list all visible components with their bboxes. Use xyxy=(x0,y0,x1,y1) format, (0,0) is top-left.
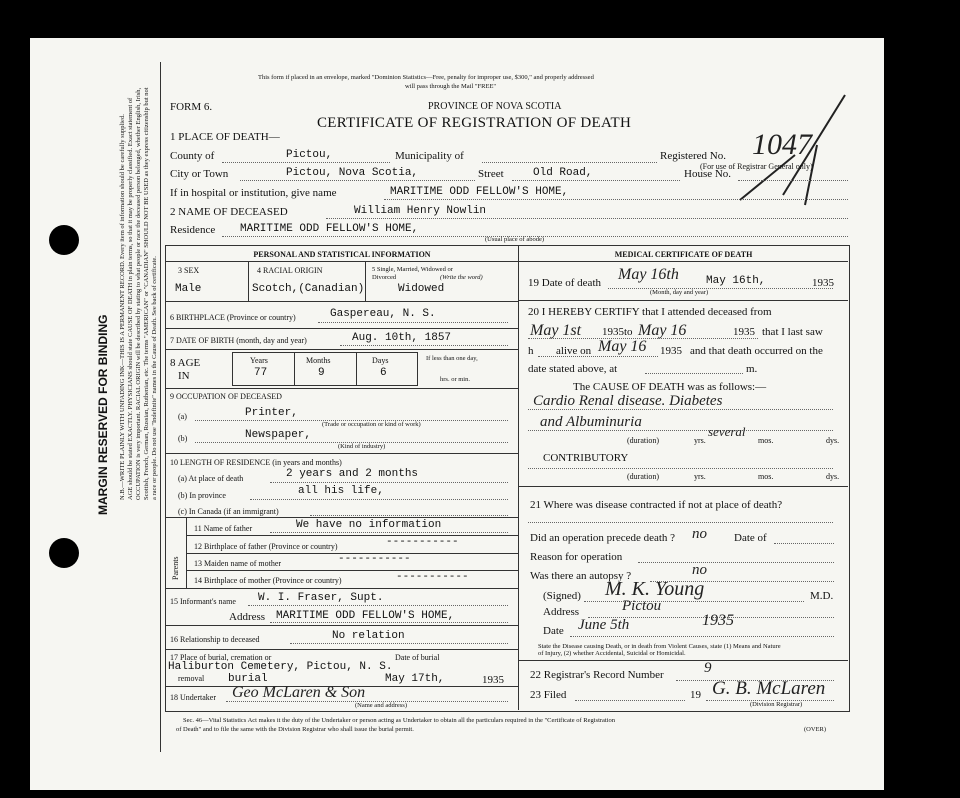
occ-a-prefix: (a) xyxy=(178,412,187,421)
industry-note: (Kind of industry) xyxy=(338,443,386,450)
at-place-value: 2 years and 2 months xyxy=(286,468,419,480)
yrs-label-1: yrs. xyxy=(694,436,706,445)
months-label: Months xyxy=(306,356,331,365)
yrs-label-2: yrs. xyxy=(694,472,706,481)
undertaker-label: 18 Undertaker xyxy=(170,693,216,702)
mos-label-2: mos. xyxy=(758,472,774,481)
operation-label: Did an operation precede death ? xyxy=(530,532,676,544)
physician-address: Pictou xyxy=(622,598,662,614)
margin-note-5: a race or people. Do not use "Indefinite" names in the Cause of Death. See back of certificate. xyxy=(151,256,158,500)
cause-line-2: and Albuminuria xyxy=(540,414,642,430)
record-number-value: 9 xyxy=(704,660,712,676)
autopsy-value: no xyxy=(692,562,707,578)
years-value: 77 xyxy=(254,367,268,379)
relationship-value: No relation xyxy=(332,630,405,642)
days-value: 6 xyxy=(380,367,387,379)
burial-place-label-2: removal xyxy=(178,674,205,683)
signed-label: (Signed) xyxy=(543,590,581,602)
occupation-note: (Trade or occupation or kind of work) xyxy=(322,421,421,428)
less-than-day-label: If less than one day, xyxy=(426,355,478,362)
where-contracted-label: 21 Where was disease contracted if not at place of death? xyxy=(530,499,783,511)
year-3: 1935 xyxy=(660,345,682,357)
street-value: Old Road, xyxy=(533,167,593,179)
deceased-name: William Henry Nowlin xyxy=(354,205,487,217)
physician-signature: M. K. Young xyxy=(605,578,705,600)
dys-label-2: dys. xyxy=(826,472,840,481)
footer-over: (OVER) xyxy=(804,726,827,733)
in-province-label: (b) In province xyxy=(178,491,226,500)
m-label: m. xyxy=(746,363,758,375)
birthplace-value: Gaspereau, N. S. xyxy=(330,308,436,320)
registered-no-label: Registered No. xyxy=(660,150,726,162)
municipality-label: Municipality of xyxy=(395,150,464,162)
age-in-label: IN xyxy=(178,370,190,382)
mother-birthplace-label: 14 Birthplace of mother (Province or country) xyxy=(194,576,342,585)
informant-value: W. I. Fraser, Supt. xyxy=(258,592,384,604)
undertaker-note: (Name and address) xyxy=(355,702,407,709)
father-name-value: We have no information xyxy=(296,519,442,531)
burial-place-value: Haliburton Cemetery, Pictou, N. S. xyxy=(168,661,393,673)
operation-value: no xyxy=(692,526,707,542)
undertaker-signature: Geo McLaren & Son xyxy=(232,684,366,701)
death-date-label: 19 Date of death xyxy=(528,277,601,289)
father-birthplace-value: ----------- xyxy=(386,536,459,548)
binding-hole-top xyxy=(49,225,79,255)
mother-birthplace-value: ----------- xyxy=(396,571,469,583)
binding-hole-bottom xyxy=(49,538,79,568)
duration-label-1: (duration) xyxy=(627,436,659,445)
alive-on-label: alive on xyxy=(556,345,592,357)
certify-label: 20 I HEREBY CERTIFY that I attended deceased from xyxy=(528,306,772,318)
father-name-label: 11 Name of father xyxy=(194,524,253,533)
hospital-value: MARITIME ODD FELLOW'S HOME, xyxy=(390,186,569,198)
sex-label: 3 SEX xyxy=(178,266,200,275)
residence-value: MARITIME ODD FELLOW'S HOME, xyxy=(240,223,419,235)
reason-label: Reason for operation xyxy=(530,551,623,563)
hospital-label: If in hospital or institution, give name xyxy=(170,187,337,199)
county-label: County of xyxy=(170,150,215,162)
industry-value: Newspaper, xyxy=(245,429,312,441)
registrar-note: (Division Registrar) xyxy=(750,701,803,708)
informant-label: 15 Informant's name xyxy=(170,597,236,606)
certificate-title: CERTIFICATE OF REGISTRATION OF DEATH xyxy=(317,115,632,131)
contributory-label: CONTRIBUTORY xyxy=(543,452,629,464)
years-label: Years xyxy=(250,356,268,365)
city-label: City or Town xyxy=(170,168,229,180)
hrs-min-label: hrs. or min. xyxy=(440,376,470,383)
violent-causes-note-2: of Injury, (2) whether Accidental, Suicidal or Homicidal. xyxy=(538,650,686,657)
in-canada-label: (c) In Canada (if an immigrant) xyxy=(178,507,279,516)
mail-notice-2: will pass through the Mail "FREE" xyxy=(405,83,497,90)
marital-label-2: Divorced xyxy=(372,274,397,281)
physician-date-year: 1935 xyxy=(702,612,734,629)
margin-binding-label: MARGIN RESERVED FOR BINDING xyxy=(96,314,110,515)
parents-label: Parents xyxy=(171,556,180,580)
burial-date-value: May 17th, xyxy=(385,673,445,685)
footer-line-1: Sec. 46—Vital Statistics Act makes it the duty of the Undertaker or person acting as Undertaker to obtain all the particulars required in the "Certificate of Registration xyxy=(183,717,616,724)
racial-origin-label: 4 RACIAL ORIGIN xyxy=(257,266,323,275)
duration-handwritten: several xyxy=(708,424,746,439)
margin-note-2: AGE should be stated EXACTLY. PHYSICIANS should state CAUSE OF DEATH in plain terms, so that it may be properly classified. Exact statement of xyxy=(127,97,134,500)
registered-no-value: 1047 xyxy=(752,128,812,161)
place-section-label: 1 PLACE OF DEATH— xyxy=(170,131,280,143)
attended-to: May 16 xyxy=(638,322,687,339)
informant-address-label: Address xyxy=(229,611,266,623)
duration-label-2: (duration) xyxy=(627,472,659,481)
registrar-use-note: (For use of Registrar General only) xyxy=(700,162,813,171)
mos-label-1: mos. xyxy=(758,436,774,445)
occurred-label: and that death occurred on the xyxy=(690,345,823,357)
last-saw-label: that I last saw xyxy=(762,326,823,338)
h-label: h xyxy=(528,345,534,357)
sex-value: Male xyxy=(175,283,202,295)
days-label: Days xyxy=(372,356,389,365)
to-label: to xyxy=(624,326,633,338)
filed-year-prefix: 19 xyxy=(690,689,701,701)
margin-note-1: N.B.—WRITE PLAINLY WITH UNFADING INK—THIS IS A PERMANENT RECORD. Every item of information should be carefully supplied. xyxy=(119,114,126,500)
house-label: House No. xyxy=(684,168,732,180)
registrar-signature: G. B. McLaren xyxy=(712,678,826,699)
relationship-label: 16 Relationship to deceased xyxy=(170,635,260,644)
in-province-value: all his life, xyxy=(298,485,384,497)
year-2: 1935 xyxy=(733,326,755,338)
physician-date-label: Date xyxy=(543,625,564,637)
burial-place-label-1: 17 Place of burial, cremation or xyxy=(170,653,272,662)
at-place-label: (a) At place of death xyxy=(178,474,244,483)
county-value: Pictou, xyxy=(286,149,333,161)
dob-label: 7 DATE OF BIRTH (month, day and year) xyxy=(170,336,307,345)
cause-line-1: Cardio Renal disease. Diabetes xyxy=(533,393,723,409)
marital-label-3: (Write the word) xyxy=(440,274,483,281)
residence-note: (Usual place of abode) xyxy=(485,236,545,243)
date-above-label: date stated above, at xyxy=(528,363,618,375)
burial-type-value: burial xyxy=(228,673,268,685)
physician-date: June 5th xyxy=(578,617,630,633)
margin-rule xyxy=(160,62,161,752)
age-label: 8 AGE xyxy=(170,357,201,369)
months-value: 9 xyxy=(318,367,325,379)
autopsy-label: Was there an autopsy ? xyxy=(530,570,632,582)
footer-line-2: of Death" and to file the same with the Division Registrar who shall issue the burial permit. xyxy=(176,726,414,733)
personal-heading: PERSONAL AND STATISTICAL INFORMATION xyxy=(253,250,431,259)
mother-name-value: ----------- xyxy=(338,553,411,565)
mother-name-label: 13 Maiden name of mother xyxy=(194,559,282,568)
city-value: Pictou, Nova Scotia, xyxy=(286,167,419,179)
residence-label: Residence xyxy=(170,224,216,236)
street-label: Street xyxy=(478,168,504,180)
md-label: M.D. xyxy=(810,590,834,602)
death-date-handwritten: May 16th xyxy=(618,266,679,283)
year-1: 1935 xyxy=(602,326,624,338)
operation-date-label: Date of xyxy=(734,532,767,544)
burial-date-label: Date of burial xyxy=(395,653,440,662)
attended-from: May 1st xyxy=(530,322,582,339)
occ-b-prefix: (b) xyxy=(178,434,188,443)
dob-value: Aug. 10th, 1857 xyxy=(352,332,452,344)
dys-label-1: dys. xyxy=(826,436,840,445)
burial-year-value: 1935 xyxy=(482,674,504,686)
birthplace-label: 6 BIRTHPLACE (Province or country) xyxy=(170,313,296,322)
physician-address-label: Address xyxy=(543,606,580,618)
informant-address-value: MARITIME ODD FELLOW'S HOME, xyxy=(276,610,455,622)
occupation-label: 9 OCCUPATION OF DECEASED xyxy=(170,392,282,401)
deceased-name-label: 2 NAME OF DECEASED xyxy=(170,206,288,218)
registrar-check-mark xyxy=(735,85,855,215)
form-number: FORM 6. xyxy=(170,101,213,113)
mail-notice-1: This form if placed in an envelope, marked "Dominion Statistics—Free, penalty for improper use, $300," and properly addressed xyxy=(258,74,594,81)
filed-label: 23 Filed xyxy=(530,689,567,701)
column-divider xyxy=(518,245,519,710)
death-year: 1935 xyxy=(812,277,834,289)
occupation-value: Printer, xyxy=(245,407,298,419)
residence-length-label: 10 LENGTH OF RESIDENCE (in years and months) xyxy=(170,458,342,467)
marital-label-1: 5 Single, Married, Widowed or xyxy=(372,266,453,273)
death-date-typed: May 16th, xyxy=(706,275,766,287)
violent-causes-note-1: State the Disease causing Death, or in death from Violent Causes, state (1) Means and Nature xyxy=(538,643,781,650)
cause-label: The CAUSE OF DEATH was as follows:— xyxy=(573,381,767,393)
medical-heading: MEDICAL CERTIFICATE OF DEATH xyxy=(614,250,753,259)
margin-note-3: OCCUPATION is very important. RACIAL ORIGIN will be described by stating to what people or race the deceased person belonged, whether English, Irish, xyxy=(135,87,142,500)
racial-origin-value: Scotch,(Canadian) xyxy=(252,283,365,295)
province-heading: PROVINCE OF NOVA SCOTIA xyxy=(428,101,562,112)
margin-note-4: Scottish, French, German, Russian, Ruthenian, etc. The terms "AMERICAN" or "CANADIAN" SHOULD NOT BE USED as they express citizenship but not xyxy=(143,87,150,500)
alive-on-date: May 16 xyxy=(598,338,647,355)
marital-status-value: Widowed xyxy=(398,283,445,295)
father-birthplace-label: 12 Birthplace of father (Province or country) xyxy=(194,542,338,551)
record-number-label: 22 Registrar's Record Number xyxy=(530,669,664,681)
death-date-note: (Month, day and year) xyxy=(650,289,709,296)
